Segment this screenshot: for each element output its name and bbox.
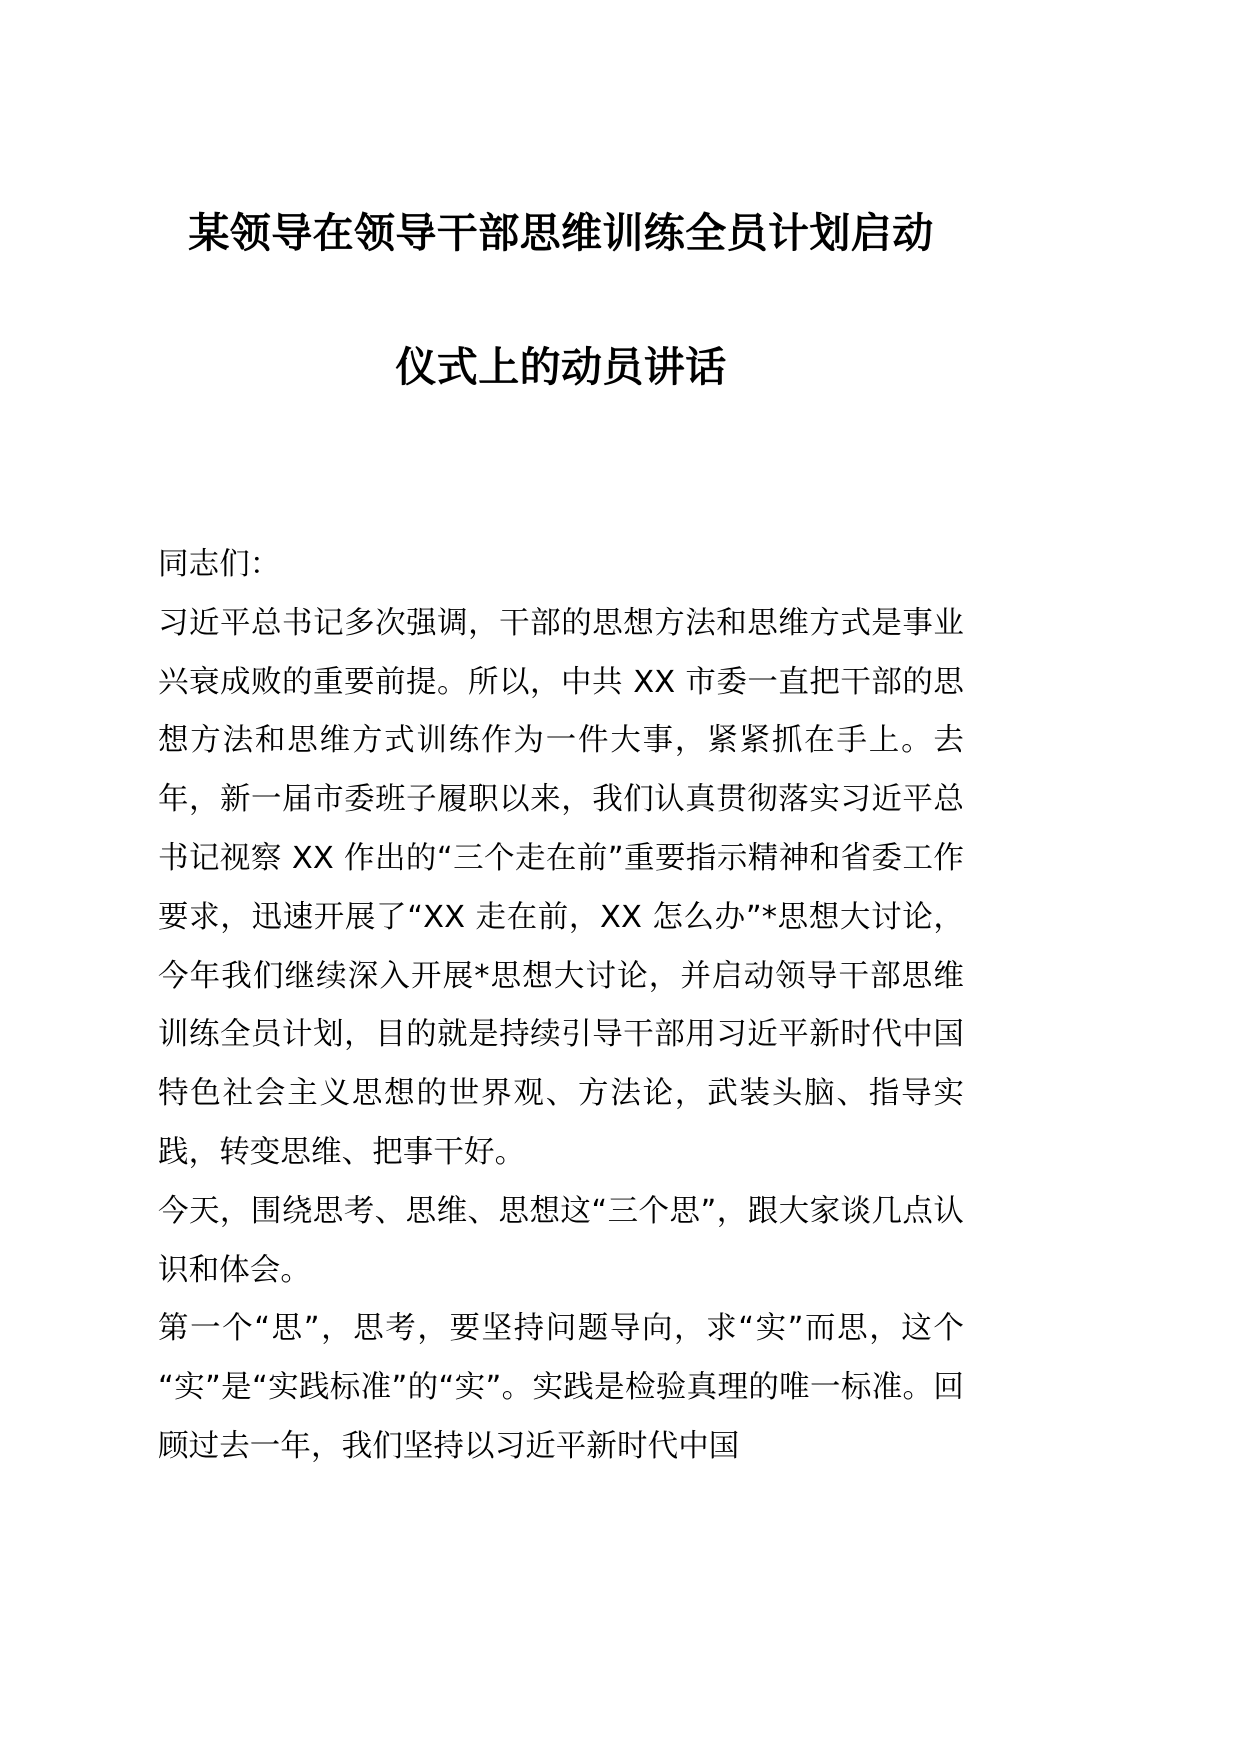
- title-top-spacer: [158, 0, 964, 166]
- paragraph-body-1: 习近平总书记多次强调，干部的思想方法和思维方式是事业兴衰成败的重要前提。所以，中共 XX 市委一直把干部的思想方法和思维方式训练作为一件大事，紧紧抓在手上。去年，新一届市委班子履职以来，我们认真贯彻落实习近平总书记视察 XX 作出的“三个走在前”重要指示精神和省委工作要求，迅速开展了“XX 走在前，XX 怎么办”*思想大讨论，今年我们继续深入开展*思想大讨论，并启动领导干部思维训练全员计划，目的就是持续引导干部用习近平新时代中国特色社会主义思想的世界观、方法论，武装头脑、指导实践，转变思维、把事干好。: [158, 605, 964, 1170]
- paragraph-body-3: 第一个“思”，思考，要坚持问题导向，求“实”而思，这个“实”是“实践标准”的“实”。实践是检验真理的唯一标准。回顾过去一年，我们坚持以习近平新时代中国: [158, 1311, 964, 1464]
- paragraph-body-2: 今天，围绕思考、思维、思想这“三个思”，跟大家谈几点认识和体会。: [158, 1193, 964, 1288]
- title-body-gap: [158, 434, 964, 536]
- page-title-line-1: 某领导在领导干部思维训练全员计划启动: [188, 209, 934, 257]
- page-title-line-2: 仪式上的动员讲话: [395, 343, 727, 391]
- paragraph-salutation: 同志们：: [158, 547, 281, 582]
- document-body: [158, 0, 964, 1477]
- page-title: [158, 166, 964, 434]
